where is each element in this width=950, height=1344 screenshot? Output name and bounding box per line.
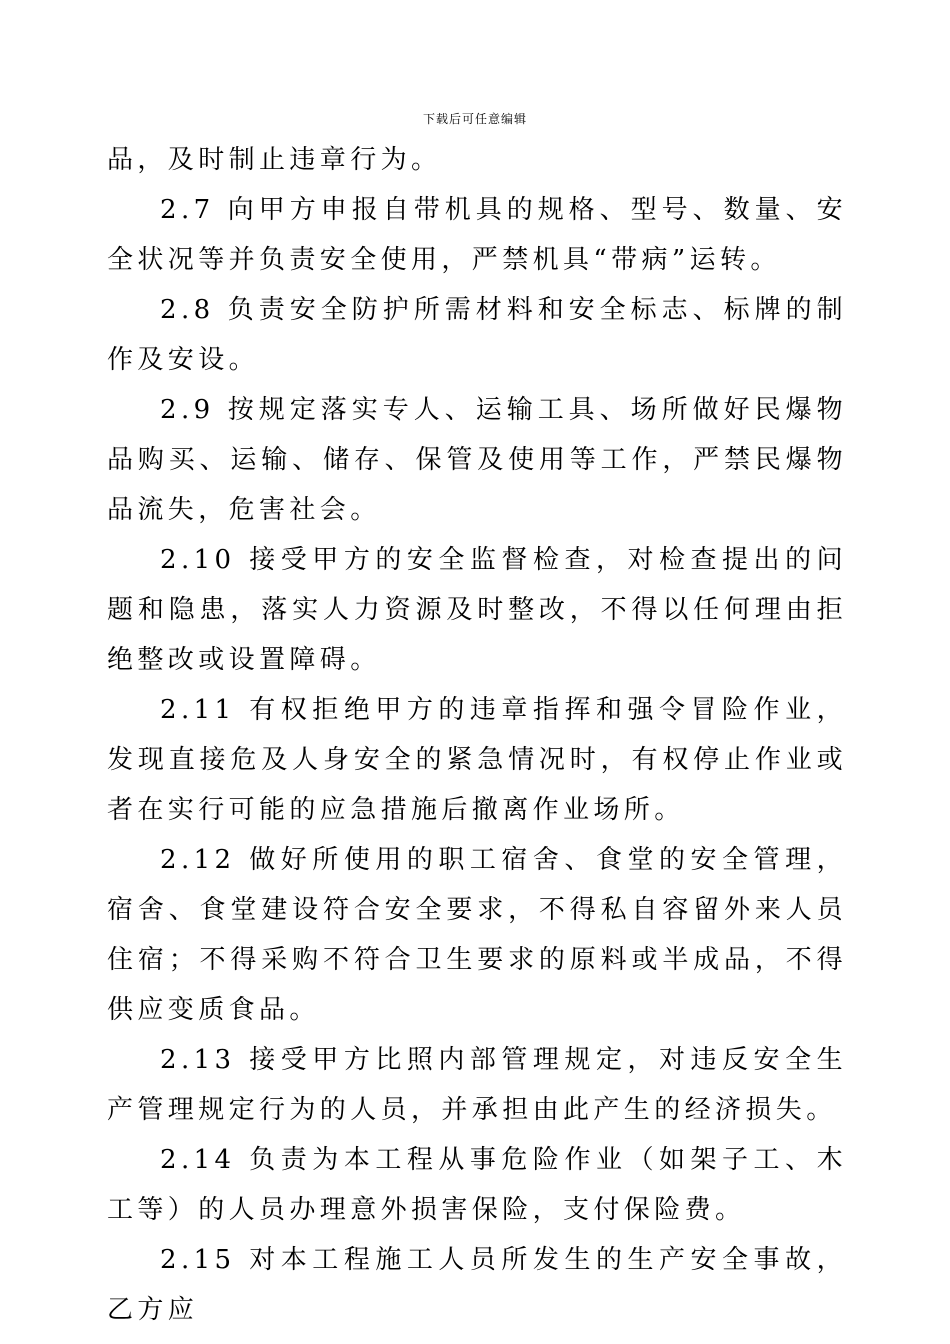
paragraph-2-10: 2.10 接受甲方的安全监督检查，对检查提出的问题和隐患，落实人力资源及时整改，不得以任何理由拒绝整改或设置障碍。 <box>107 545 847 675</box>
paragraph-2-11: 2.11 有权拒绝甲方的违章指挥和强令冒险作业，发现直接危及人身安全的紧急情况时，有权停止作业或者在实行可能的应急措施后撤离作业场所。 <box>107 695 847 825</box>
paragraph-2-15: 2.15 对本工程施工人员所发生的生产安全事故，乙方应 <box>107 1245 847 1325</box>
paragraph-2-9: 2.9 按规定落实专人、运输工具、场所做好民爆物品购买、运输、储存、保管及使用等工作，严禁民爆物品流失，危害社会。 <box>107 395 847 525</box>
paragraph-2-13: 2.13 接受甲方比照内部管理规定，对违反安全生产管理规定行为的人员，并承担由此产生的经济损失。 <box>107 1045 847 1125</box>
paragraph-2-7: 2.7 向甲方申报自带机具的规格、型号、数量、安全状况等并负责安全使用，严禁机具“带病”运转。 <box>107 195 847 275</box>
paragraph-continuation: 品，及时制止违章行为。 <box>107 145 442 175</box>
paragraph-2-8: 2.8 负责安全防护所需材料和安全标志、标牌的制作及安设。 <box>107 295 847 375</box>
page-header-note: 下载后可任意编辑 <box>422 112 527 126</box>
document-body <box>107 135 847 1335</box>
paragraph-2-14: 2.14 负责为本工程从事危险作业（如架子工、木工等）的人员办理意外损害保险，支付保险费。 <box>107 1145 847 1225</box>
paragraph-2-12: 2.12 做好所使用的职工宿舍、食堂的安全管理，宿舍、食堂建设符合安全要求，不得私自容留外来人员住宿；不得采购不符合卫生要求的原料或半成品，不得供应变质食品。 <box>107 845 847 1025</box>
